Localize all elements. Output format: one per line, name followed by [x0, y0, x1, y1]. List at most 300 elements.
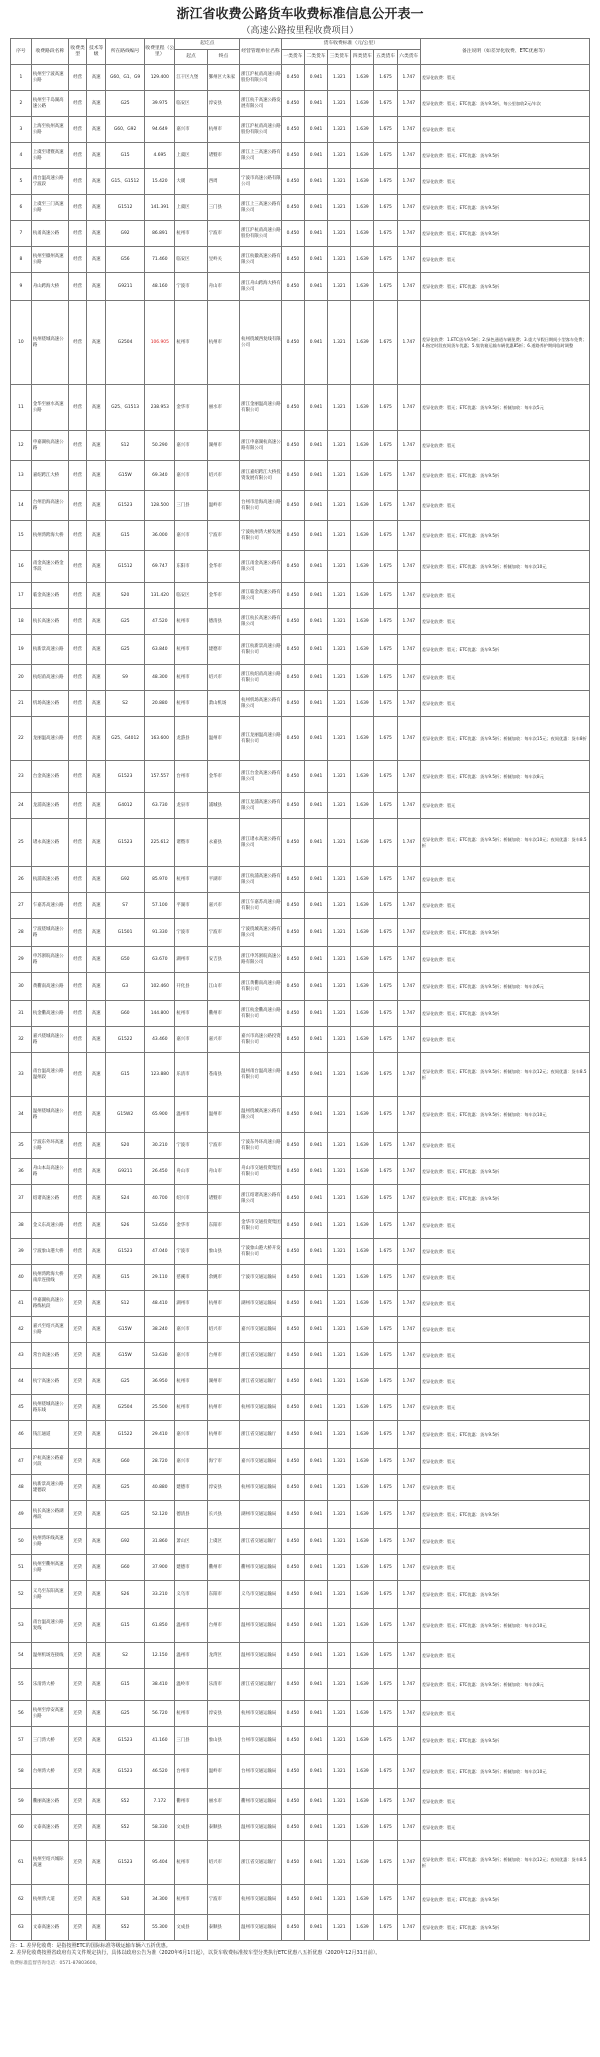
row-km: 55.300 [145, 1915, 175, 1941]
row-name: 文泰高速公路 [31, 1915, 68, 1941]
row-start: 金华市 [175, 1213, 207, 1239]
row-remark: 差异化收费：暂无；ETC优惠：货车9.5折 [420, 1421, 589, 1449]
row-c3: 1.321 [328, 893, 351, 919]
row-name: 杭州湾跨海大桥南岸连接线 [31, 1265, 68, 1291]
row-c6: 1.747 [397, 1369, 420, 1395]
row-start: 嘉兴市 [175, 1027, 207, 1053]
row-c4: 1.639 [351, 1789, 374, 1815]
row-end: 金华市 [207, 551, 239, 583]
row-org: 浙江上三高速公路有限公司 [240, 195, 282, 221]
row-end: 象山县 [207, 1727, 239, 1755]
row-type: 经营 [68, 491, 87, 521]
row-c1: 0.450 [281, 1885, 304, 1915]
row-end: 台州市 [207, 1609, 239, 1643]
row-type: 经营 [68, 65, 87, 91]
row-code: S26 [105, 1213, 144, 1239]
row-c6: 1.747 [397, 1159, 420, 1185]
table-row [11, 1609, 590, 1643]
row-no: 29 [11, 947, 32, 973]
row-no: 55 [11, 1669, 32, 1701]
row-c6: 1.747 [397, 431, 420, 461]
row-c6: 1.747 [397, 1265, 420, 1291]
row-c3: 1.321 [328, 609, 351, 635]
row-c1: 0.450 [281, 491, 304, 521]
row-c1: 0.450 [281, 947, 304, 973]
row-start: 大碶 [175, 169, 207, 195]
row-c6: 1.747 [397, 1395, 420, 1421]
row-c2: 0.941 [305, 301, 328, 385]
row-type: 经营 [68, 551, 87, 583]
row-c6: 1.747 [397, 1027, 420, 1053]
row-code: G92 [105, 867, 144, 893]
row-end: 金华市 [207, 761, 239, 793]
row-c4: 1.639 [351, 1701, 374, 1727]
row-grade: 高速 [87, 793, 106, 819]
row-km: 141.391 [145, 195, 175, 221]
row-c6: 1.747 [397, 1343, 420, 1369]
row-start: 宁波市 [175, 919, 207, 947]
row-remark: 差异化收费：暂无；ETC优惠：货车9.5折；桥隧加收：每车次10元 [420, 1755, 589, 1789]
row-no: 37 [11, 1185, 32, 1213]
row-c1: 0.450 [281, 247, 304, 273]
row-name: 杭新景高速公路 [31, 635, 68, 665]
row-start: 临安区 [175, 583, 207, 609]
row-code: G25 [105, 1475, 144, 1501]
row-c5: 1.675 [374, 919, 397, 947]
row-c4: 1.639 [351, 1421, 374, 1449]
row-c3: 1.321 [328, 1727, 351, 1755]
row-org: 浙江省交通运输厅 [240, 1841, 282, 1885]
row-no: 3 [11, 117, 32, 143]
row-code: G1512 [105, 551, 144, 583]
row-c6: 1.747 [397, 551, 420, 583]
row-type: 经营 [68, 609, 87, 635]
row-type: 经营 [68, 973, 87, 1001]
row-name: 甬台温高速公路复线 [31, 1609, 68, 1643]
row-c4: 1.639 [351, 1555, 374, 1581]
row-c5: 1.675 [374, 1755, 397, 1789]
row-start: 宁波市 [175, 273, 207, 301]
row-start: 嘉兴市 [175, 1317, 207, 1343]
row-no: 15 [11, 521, 32, 551]
row-type: 经营 [68, 761, 87, 793]
row-type: 还贷 [68, 1449, 87, 1475]
row-grade: 高速 [87, 717, 106, 761]
row-start: 湖州市 [175, 947, 207, 973]
table-row [11, 1449, 590, 1475]
row-c4: 1.639 [351, 1291, 374, 1317]
row-code: S20 [105, 1133, 144, 1159]
row-type: 还贷 [68, 1343, 87, 1369]
row-c6: 1.747 [397, 1053, 420, 1097]
row-end: 丽水市 [207, 1789, 239, 1815]
notes [10, 1943, 590, 1957]
row-start: 文成县 [175, 1815, 207, 1841]
row-type: 还贷 [68, 1755, 87, 1789]
row-remark: 差异化收费：暂无；ETC优惠：货车9.5折 [420, 1885, 589, 1915]
row-c3: 1.321 [328, 1915, 351, 1941]
row-c5: 1.675 [374, 761, 397, 793]
row-start: 萧山区 [175, 1529, 207, 1555]
row-name: 甬台温高速公路宁波段 [31, 169, 68, 195]
row-c6: 1.747 [397, 1885, 420, 1915]
row-no: 54 [11, 1643, 32, 1669]
header-c6: 六类货车 [397, 50, 420, 65]
table-row [11, 1789, 590, 1815]
row-remark: 差异化收费：暂无；ETC优惠：货车9.5折；桥隧加收：每车次10元 [420, 1097, 589, 1133]
row-c2: 0.941 [305, 609, 328, 635]
row-remark: 差异化收费：暂无；ETC优惠：货车9.5折 [420, 919, 589, 947]
row-km: 34.300 [145, 1885, 175, 1915]
row-org: 温州甬台温高速公路有限公司 [240, 1053, 282, 1097]
row-grade: 高速 [87, 431, 106, 461]
table-row [11, 1841, 590, 1885]
row-c3: 1.321 [328, 1265, 351, 1291]
row-km: 43.460 [145, 1027, 175, 1053]
row-km: 61.850 [145, 1609, 175, 1643]
row-remark: 差异化收费：暂无 [420, 893, 589, 919]
row-grade: 高速 [87, 247, 106, 273]
row-org: 杭州市交通运输局 [240, 1701, 282, 1727]
row-grade: 高速 [87, 761, 106, 793]
table-row [11, 1265, 590, 1291]
row-name: 金义东高速公路 [31, 1213, 68, 1239]
row-c4: 1.639 [351, 1001, 374, 1027]
row-code: G9211 [105, 273, 144, 301]
row-remark: 差异化收费：暂无 [420, 947, 589, 973]
row-c2: 0.941 [305, 1643, 328, 1669]
row-no: 45 [11, 1395, 32, 1421]
row-km: 40.700 [145, 1185, 175, 1213]
row-c2: 0.941 [305, 143, 328, 169]
row-c4: 1.639 [351, 1317, 374, 1343]
row-no: 1 [11, 65, 32, 91]
row-start: 杭州市 [175, 1001, 207, 1027]
row-remark: 差异化收费：暂无；ETC优惠：货车9.5折 [420, 195, 589, 221]
row-c5: 1.675 [374, 1609, 397, 1643]
row-org: 浙江沪杭甬高速公路股份有限公司 [240, 117, 282, 143]
row-c5: 1.675 [374, 491, 397, 521]
row-grade: 高速 [87, 893, 106, 919]
row-end: 萧山机场 [207, 691, 239, 717]
row-start: 台州市 [175, 761, 207, 793]
row-end: 丽水市 [207, 385, 239, 431]
row-no: 2 [11, 91, 32, 117]
row-type: 经营 [68, 665, 87, 691]
row-type: 经营 [68, 635, 87, 665]
row-c4: 1.639 [351, 635, 374, 665]
header-type: 收费类型 [68, 39, 87, 65]
table-row [11, 1053, 590, 1097]
row-code: G60、G1、G9 [105, 65, 144, 91]
row-org: 浙江杭金衢高速公路有限公司 [240, 1001, 282, 1027]
row-c5: 1.675 [374, 1669, 397, 1701]
row-c4: 1.639 [351, 1395, 374, 1421]
row-type: 经营 [68, 91, 87, 117]
row-c3: 1.321 [328, 583, 351, 609]
table-row [11, 169, 590, 195]
row-grade: 高速 [87, 461, 106, 491]
row-c4: 1.639 [351, 169, 374, 195]
row-c1: 0.450 [281, 1421, 304, 1449]
row-c6: 1.747 [397, 609, 420, 635]
row-end: 平湖市 [207, 867, 239, 893]
row-remark: 差异化收费：暂无 [420, 1027, 589, 1053]
row-grade: 高速 [87, 1001, 106, 1027]
row-c3: 1.321 [328, 551, 351, 583]
row-code: G1501 [105, 919, 144, 947]
row-code: G1523 [105, 491, 144, 521]
row-km: 69.747 [145, 551, 175, 583]
row-no: 63 [11, 1915, 32, 1941]
table-row [11, 1581, 590, 1609]
row-end: 余姚市 [207, 1265, 239, 1291]
row-start: 文成县 [175, 1915, 207, 1941]
row-c2: 0.941 [305, 385, 328, 431]
row-end: 温州市 [207, 1097, 239, 1133]
row-c5: 1.675 [374, 1421, 397, 1449]
row-code: G92 [105, 1529, 144, 1555]
row-no: 40 [11, 1265, 32, 1291]
row-grade: 高速 [87, 1449, 106, 1475]
table-row [11, 1555, 590, 1581]
table-row [11, 947, 590, 973]
row-c6: 1.747 [397, 635, 420, 665]
row-remark: 差异化收费：暂无；ETC优惠：货车9.5折；桥隧加收：每车次12元；夜间优惠：货车8.5折 [420, 1841, 589, 1885]
row-start: 杭州市 [175, 1369, 207, 1395]
table-row [11, 301, 590, 385]
row-c5: 1.675 [374, 65, 397, 91]
row-c1: 0.450 [281, 1555, 304, 1581]
row-start: 临安区 [175, 247, 207, 273]
row-remark: 差异化收费：暂无 [420, 1529, 589, 1555]
row-c5: 1.675 [374, 1643, 397, 1669]
row-c5: 1.675 [374, 521, 397, 551]
row-c3: 1.321 [328, 691, 351, 717]
row-c5: 1.675 [374, 867, 397, 893]
table-row [11, 1133, 590, 1159]
table-row [11, 1239, 590, 1265]
row-name: 申嘉湖杭高速公路练杭段 [31, 1291, 68, 1317]
row-end: 乐清市 [207, 1669, 239, 1701]
row-start: 临安区 [175, 91, 207, 117]
row-grade: 高速 [87, 1369, 106, 1395]
row-c2: 0.941 [305, 761, 328, 793]
row-remark: 差异化收费：暂无 [420, 1643, 589, 1669]
row-c2: 0.941 [305, 1343, 328, 1369]
row-no: 36 [11, 1159, 32, 1185]
row-c5: 1.675 [374, 1291, 397, 1317]
row-end: 嘉兴市 [207, 1027, 239, 1053]
row-km: 50.290 [145, 431, 175, 461]
row-no: 16 [11, 551, 32, 583]
row-c5: 1.675 [374, 1915, 397, 1941]
row-start: 杭州市 [175, 1395, 207, 1421]
row-km: 52.120 [145, 1501, 175, 1529]
row-org: 浙江省交通运输厅 [240, 1343, 282, 1369]
row-end: 金华市 [207, 583, 239, 609]
row-c1: 0.450 [281, 1265, 304, 1291]
row-c6: 1.747 [397, 583, 420, 609]
row-remark: 差异化收费：暂无；ETC优惠：货车9.5折；桥隧加收：每车次8元 [420, 1669, 589, 1701]
row-c2: 0.941 [305, 973, 328, 1001]
row-c4: 1.639 [351, 385, 374, 431]
row-c4: 1.639 [351, 1841, 374, 1885]
row-remark: 差异化收费：暂无 [420, 1213, 589, 1239]
row-code: G1523 [105, 1727, 144, 1755]
row-km: 95.404 [145, 1841, 175, 1885]
table-row [11, 1317, 590, 1343]
row-end: 象山县 [207, 1239, 239, 1265]
row-name: 甬台温高速公路温州段 [31, 1053, 68, 1097]
row-c6: 1.747 [397, 793, 420, 819]
row-c1: 0.450 [281, 819, 304, 867]
row-c6: 1.747 [397, 761, 420, 793]
row-c5: 1.675 [374, 583, 397, 609]
row-code: G25 [105, 635, 144, 665]
row-remark: 差异化收费：暂无；ETC优惠：货车9.5折 [420, 1159, 589, 1185]
row-no: 61 [11, 1841, 32, 1885]
row-code: G25 [105, 1369, 144, 1395]
row-type: 经营 [68, 819, 87, 867]
row-c1: 0.450 [281, 1789, 304, 1815]
row-start: 三门县 [175, 1727, 207, 1755]
row-remark: 差异化收费：暂无 [420, 491, 589, 521]
row-end: 宁波市 [207, 1133, 239, 1159]
row-grade: 高速 [87, 1815, 106, 1841]
row-c4: 1.639 [351, 1643, 374, 1669]
row-end: 绍兴市 [207, 1841, 239, 1885]
row-type: 还贷 [68, 1555, 87, 1581]
row-remark: 差异化收费：暂无；ETC优惠：货车9.5折 [420, 1581, 589, 1609]
row-no: 8 [11, 247, 32, 273]
row-c1: 0.450 [281, 867, 304, 893]
row-c2: 0.941 [305, 793, 328, 819]
table-row [11, 461, 590, 491]
row-c5: 1.675 [374, 385, 397, 431]
row-remark: 差异化收费：暂无 [420, 247, 589, 273]
row-name: 杭州至衢州高速公路 [31, 1555, 68, 1581]
row-c1: 0.450 [281, 893, 304, 919]
row-c1: 0.450 [281, 91, 304, 117]
row-remark: 差异化收费：暂无 [420, 1239, 589, 1265]
row-c6: 1.747 [397, 273, 420, 301]
row-code: G15 [105, 1609, 144, 1643]
row-type: 经营 [68, 1001, 87, 1027]
row-org: 嘉兴市交通运输局 [240, 1317, 282, 1343]
row-c5: 1.675 [374, 893, 397, 919]
row-name: 临金高速公路 [31, 583, 68, 609]
row-code: G1522 [105, 1027, 144, 1053]
row-end: 淳安县 [207, 1475, 239, 1501]
row-c4: 1.639 [351, 893, 374, 919]
row-grade: 高速 [87, 1395, 106, 1421]
row-c2: 0.941 [305, 867, 328, 893]
row-km: 47.040 [145, 1239, 175, 1265]
row-end: 湖州市 [207, 1369, 239, 1395]
row-end: 长兴县 [207, 1501, 239, 1529]
row-end: 杭州市 [207, 1421, 239, 1449]
row-start: 嘉兴市 [175, 117, 207, 143]
row-start: 舟山市 [175, 1159, 207, 1185]
row-end: 宁波市 [207, 1885, 239, 1915]
row-no: 10 [11, 301, 32, 385]
row-org: 衢州市交通运输局 [240, 1555, 282, 1581]
row-org: 温州市交通运输局 [240, 1915, 282, 1941]
table-row [11, 1755, 590, 1789]
table-row [11, 551, 590, 583]
row-remark: 差异化收费：暂无 [420, 1317, 589, 1343]
row-start: 杭州市 [175, 665, 207, 691]
row-start: 杭州市 [175, 1885, 207, 1915]
row-c3: 1.321 [328, 867, 351, 893]
row-org: 杭州市交通运输局 [240, 1395, 282, 1421]
row-c6: 1.747 [397, 1789, 420, 1815]
row-remark: 差异化收费：暂无 [420, 1475, 589, 1501]
row-c4: 1.639 [351, 1159, 374, 1185]
row-no: 53 [11, 1609, 32, 1643]
note-1: 注：1. 差异化收费：是指按照ETC的国际标准等级运输车辆六五折优惠。 [10, 1943, 171, 1949]
row-code: G50 [105, 947, 144, 973]
row-type: 还贷 [68, 1421, 87, 1449]
row-remark: 差异化收费：暂无 [420, 65, 589, 91]
row-start: 温州市 [175, 1609, 207, 1643]
row-no: 35 [11, 1133, 32, 1159]
row-c3: 1.321 [328, 1213, 351, 1239]
row-name: 钱江通道 [31, 1421, 68, 1449]
row-c5: 1.675 [374, 221, 397, 247]
row-c3: 1.321 [328, 91, 351, 117]
row-c1: 0.450 [281, 1581, 304, 1609]
row-grade: 高速 [87, 973, 106, 1001]
row-org: 台州市沿海高速公路有限公司 [240, 491, 282, 521]
row-c2: 0.941 [305, 1841, 328, 1885]
row-km: 128.500 [145, 491, 175, 521]
row-org: 衢州市交通运输局 [240, 1789, 282, 1815]
row-org: 浙江省交通运输厅 [240, 1529, 282, 1555]
row-end: 永嘉县 [207, 819, 239, 867]
row-no: 6 [11, 195, 32, 221]
row-name: 衢丽高速公路 [31, 1789, 68, 1815]
row-c6: 1.747 [397, 521, 420, 551]
row-km: 36.000 [145, 521, 175, 551]
table-row [11, 273, 590, 301]
row-no: 13 [11, 461, 32, 491]
row-km: 31.860 [145, 1529, 175, 1555]
row-no: 62 [11, 1885, 32, 1915]
row-no: 39 [11, 1239, 32, 1265]
table-row [11, 691, 590, 717]
row-end: 建德市 [207, 635, 239, 665]
row-c5: 1.675 [374, 1317, 397, 1343]
row-c6: 1.747 [397, 973, 420, 1001]
row-type: 经营 [68, 221, 87, 247]
footer-text: 收费标准监督咨询电话：0571-87803600。 [10, 1961, 100, 1966]
row-c4: 1.639 [351, 867, 374, 893]
row-c1: 0.450 [281, 301, 304, 385]
row-c4: 1.639 [351, 1239, 374, 1265]
row-end: 衢州市 [207, 1555, 239, 1581]
row-c4: 1.639 [351, 1097, 374, 1133]
row-end: 杭州市 [207, 301, 239, 385]
row-org: 浙江杭千高速公路发展有限公司 [240, 91, 282, 117]
row-c4: 1.639 [351, 1581, 374, 1609]
row-km: 85.970 [145, 867, 175, 893]
row-km: 36.950 [145, 1369, 175, 1395]
row-c1: 0.450 [281, 551, 304, 583]
row-no: 59 [11, 1789, 32, 1815]
row-c4: 1.639 [351, 491, 374, 521]
